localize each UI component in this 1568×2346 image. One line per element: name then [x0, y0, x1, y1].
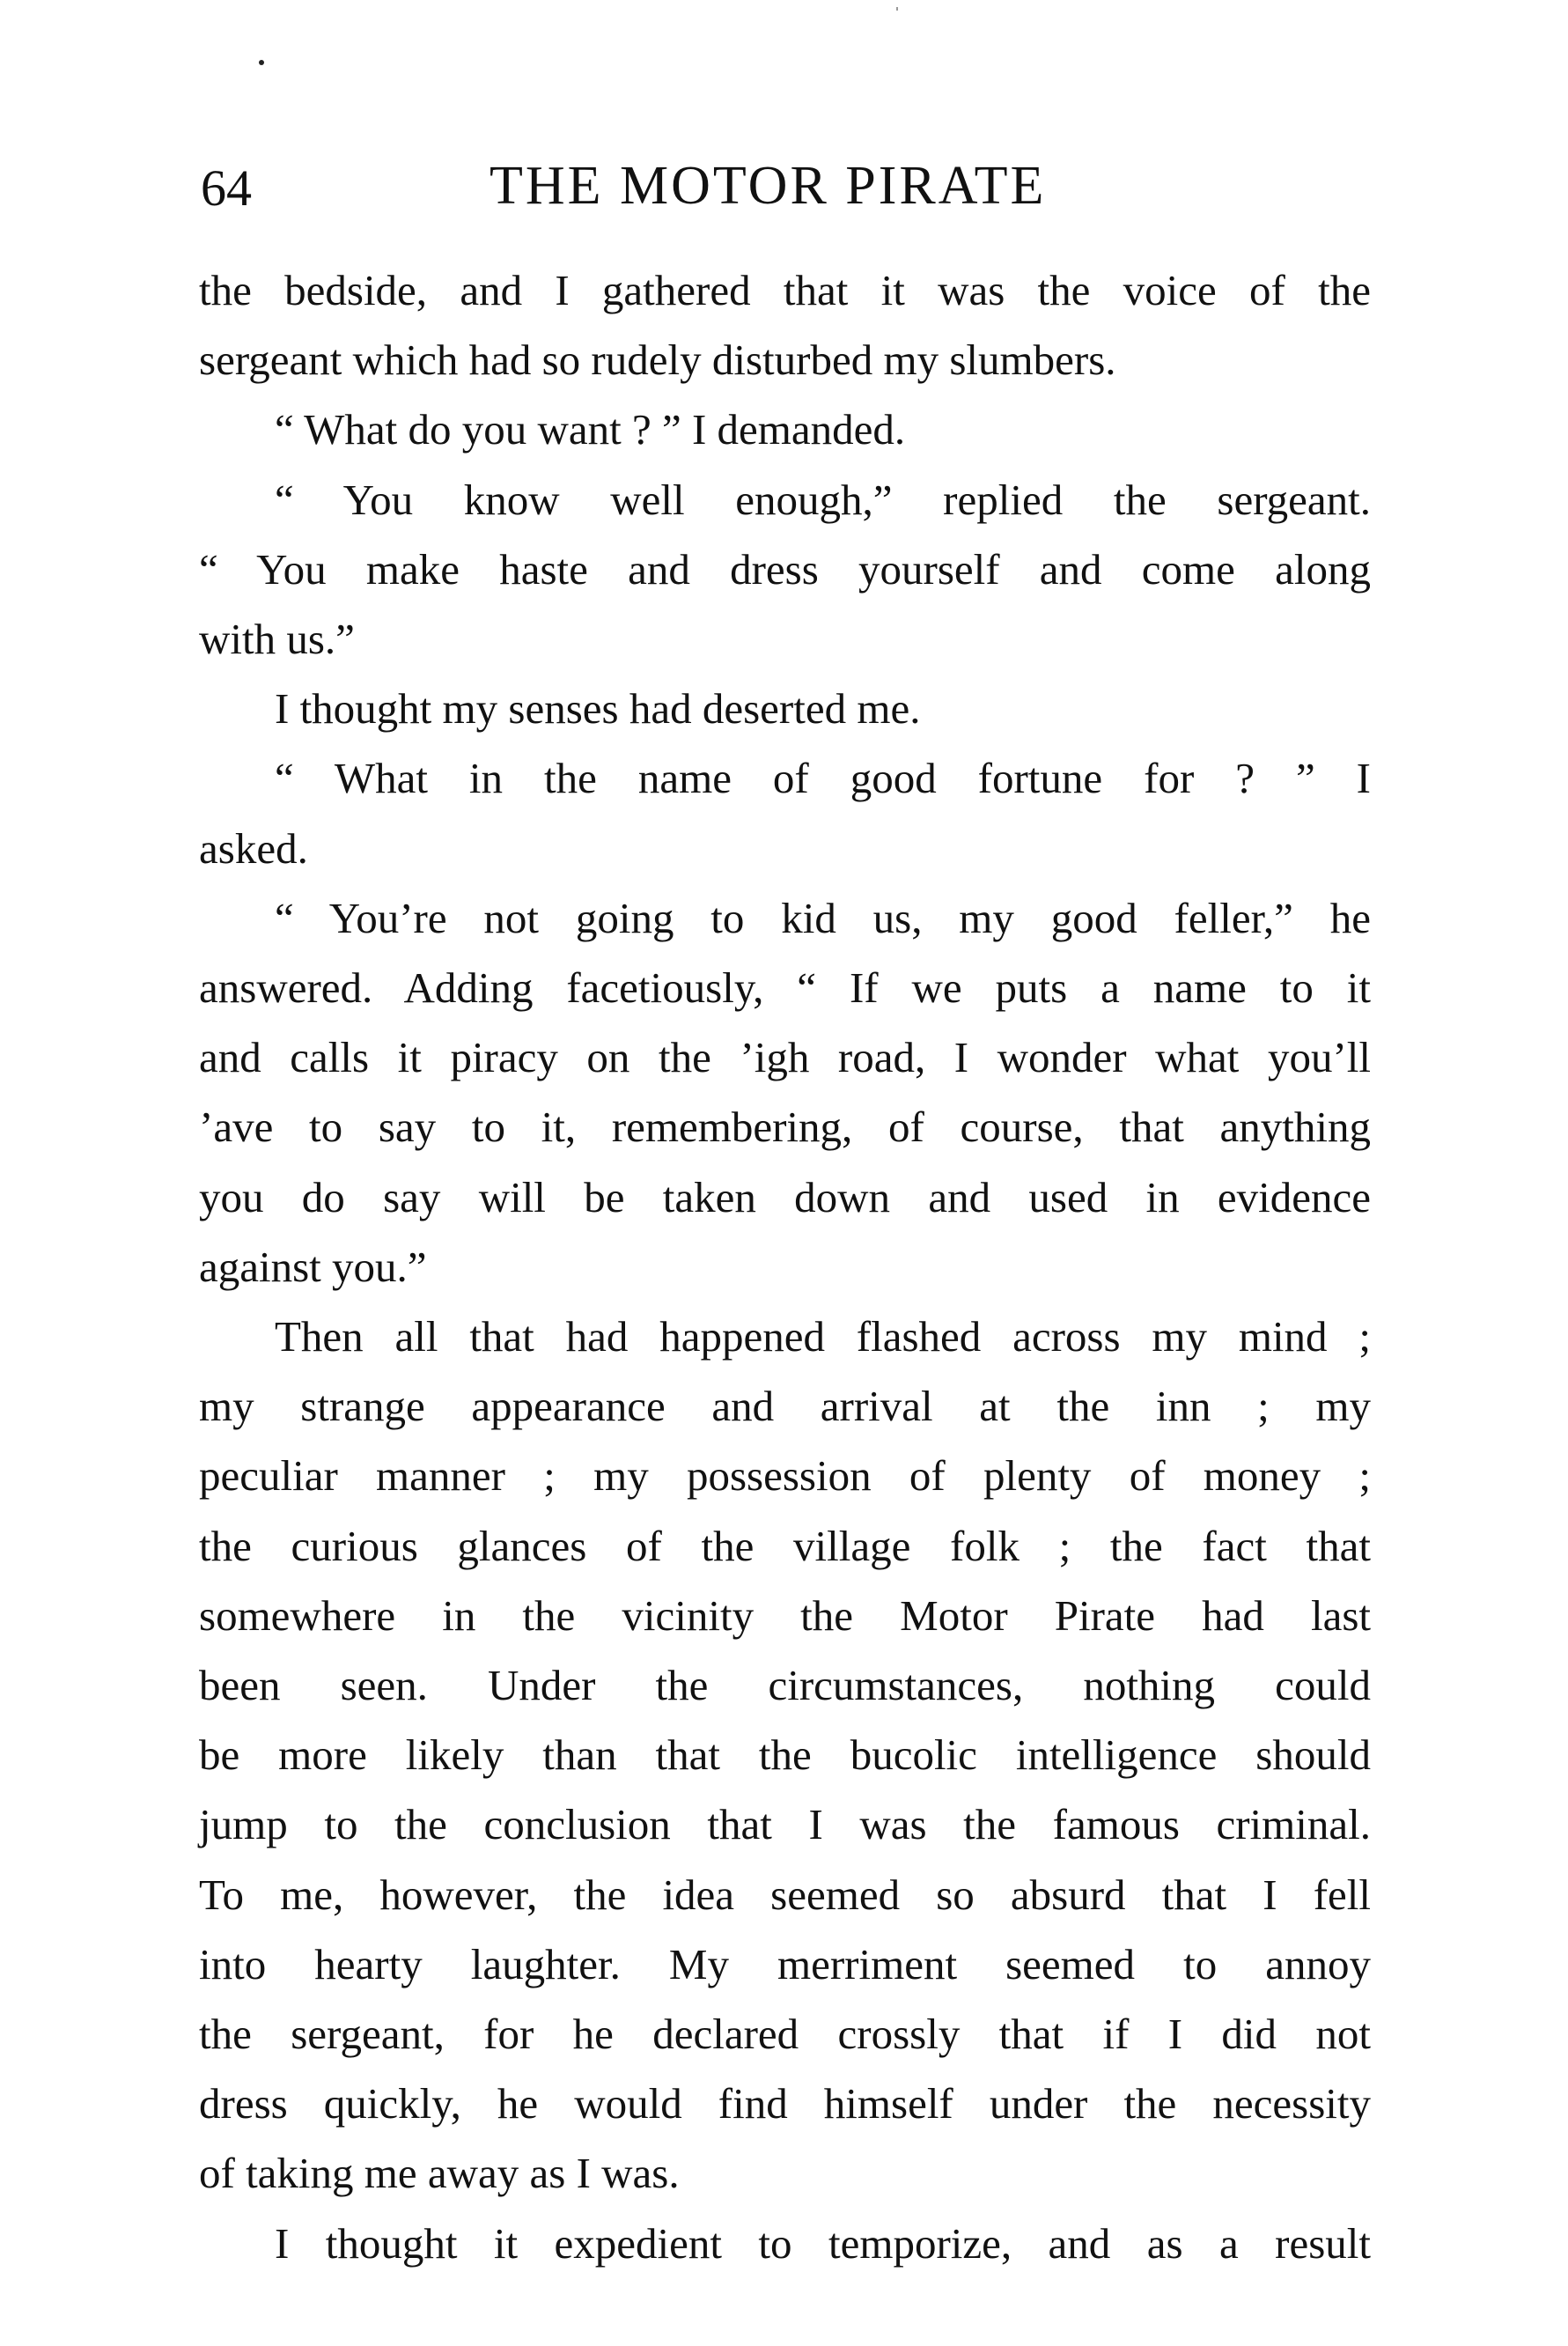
scan-dot	[259, 60, 264, 65]
text-line: my strange appearance and arrival at the inn ; my	[199, 1382, 1371, 1431]
text-line: and calls it piracy on the ’igh road, I wonder what you’ll	[199, 1033, 1371, 1082]
text-line: asked.	[199, 823, 308, 873]
text-line: been seen. Under the circumstances, nothing could	[199, 1661, 1371, 1709]
text-line: answered. Adding facetiously, “ If we puts a name to it	[199, 963, 1371, 1012]
text-line: “ You make haste and dress yourself and come along	[199, 544, 1371, 594]
text-line: I thought my senses had deserted me.	[275, 684, 921, 734]
text-line: the sergeant, for he declared crossly that if I did not	[199, 2010, 1371, 2058]
running-title: THE MOTOR PIRATE	[490, 156, 1047, 216]
text-line: you do say will be taken down and used in evidence	[199, 1172, 1371, 1221]
text-line: Then all that had happened flashed across my mind ;	[275, 1312, 1371, 1361]
text-line: into hearty laughter. My merriment seemed to annoy	[199, 1939, 1371, 1988]
text-line: of taking me away as I was.	[199, 2149, 680, 2198]
text-line: jump to the conclusion that I was the famous criminal.	[199, 1800, 1371, 1849]
text-line: “ You’re not going to kid us, my good feller,” he	[275, 893, 1371, 942]
text-line: dress quickly, he would find himself under the necessity	[199, 2079, 1371, 2128]
text-line: “ What do you want ? ” I demanded.	[275, 405, 906, 454]
text-line: ’ave to say to it, remembering, of course, that anything	[199, 1103, 1371, 1152]
text-line: be more likely than that the bucolic intelligence should	[199, 1730, 1371, 1780]
page-number: 64	[201, 159, 252, 217]
text-line: “ You know well enough,” replied the sergeant.	[275, 475, 1371, 524]
text-line: the bedside, and I gathered that it was the voice of the	[199, 266, 1371, 314]
text-line: sergeant which had so rudely disturbed my slumbers.	[199, 336, 1116, 385]
text-line: I thought it expedient to temporize, and as a result	[275, 2218, 1371, 2268]
text-line: “ What in the name of good fortune for ? ” I	[275, 754, 1371, 803]
text-line: peculiar manner ; my possession of plenty of money ;	[199, 1451, 1371, 1501]
text-line: with us.”	[199, 615, 355, 663]
scan-mark	[896, 7, 898, 11]
text-line: To me, however, the idea seemed so absurd that I fell	[199, 1870, 1371, 1919]
text-line: the curious glances of the village folk ; the fact that	[199, 1521, 1371, 1570]
text-line: somewhere in the vicinity the Motor Pirate had last	[199, 1590, 1371, 1640]
text-line: against you.”	[199, 1242, 427, 1291]
